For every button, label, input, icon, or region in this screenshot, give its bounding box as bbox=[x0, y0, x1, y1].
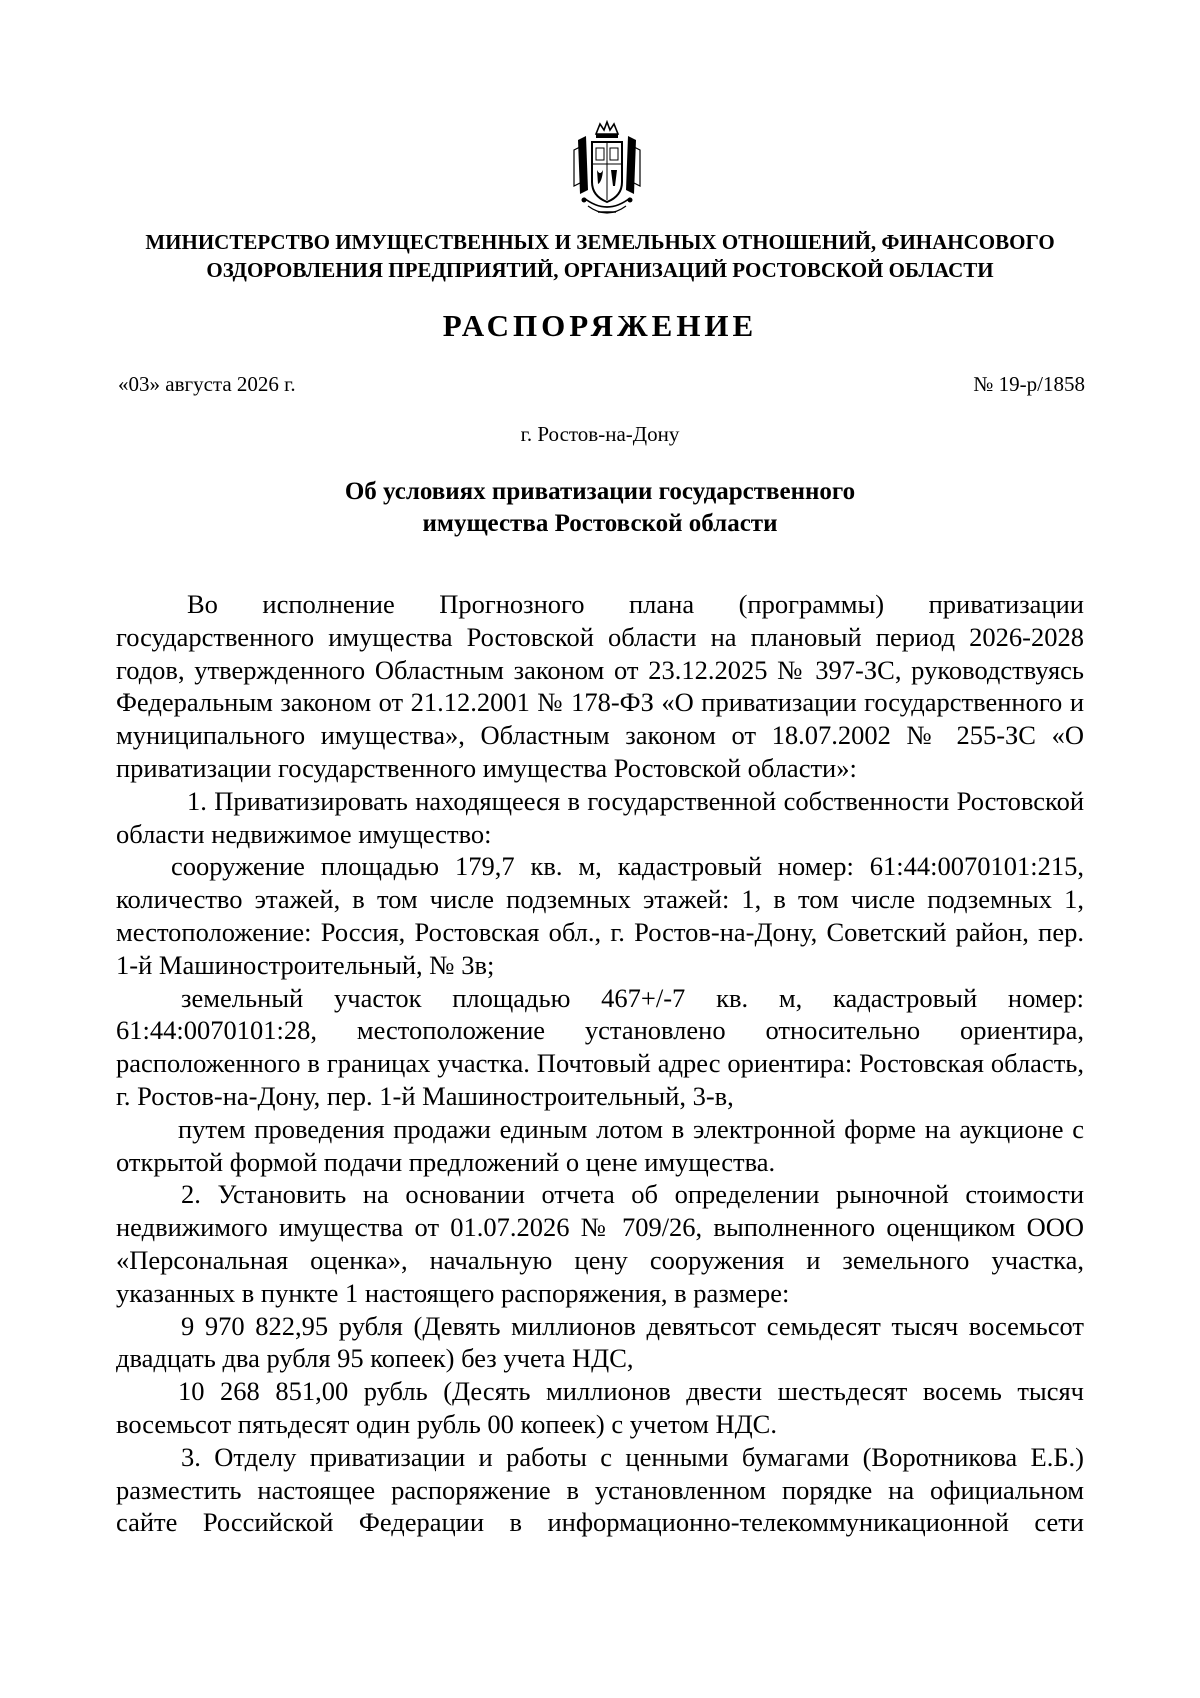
ministry-name bbox=[120, 228, 1080, 284]
ministry-name-line-1: МИНИСТЕРСТВО ИМУЩЕСТВЕННЫХ И ЗЕМЕЛЬНЫХ ОТНОШЕНИЙ, ФИНАНСОВОГО bbox=[145, 230, 1055, 254]
document-subject bbox=[120, 476, 1080, 540]
document-subject-line-2: имущества Ростовской области bbox=[422, 510, 778, 537]
item-2-paragraph: 2. Установить на основании отчета об определении рыночной стоимости недвижимого имущества от 01.07.2026 № 709/26, выполненного оценщиком ООО «Персональная оценка», начальную цену сооружения и земельного участка, указанных в пункте 1 настоящего распоряжения, в размере: bbox=[116, 1179, 1084, 1308]
document-subject-line-1: Об условиях приватизации государственного bbox=[344, 478, 856, 505]
document-date: «03» августа 2026 г. bbox=[118, 372, 296, 396]
item-2-price-without-vat: 9 970 822,95 рубля (Девять миллионов девятьсот семьдесят тысяч восемьсот двадцать два рубля 95 копеек) без учета НДС, bbox=[116, 1310, 1084, 1374]
item-1-paragraph: 1. Приватизировать находящееся в государственной собственности Ростовской области недвижимое имущество: bbox=[116, 785, 1084, 849]
preamble-paragraph: Во исполнение Прогнозного плана (программы) приватизации государственного имущества Ростовской области на плановый период 2026-2028 годов, утвержденного Областным законом от 23.12.2025 № 397-ЗС, руководствуясь Федеральным законом от 21.12.2001 № 178-ФЗ «О приватизации государственного и муниципального имущества», Областным законом от 18.07.2002 № 255-ЗС «О приватизации государственного имущества Ростовской области»: bbox=[116, 589, 1084, 783]
coat-of-arms-icon bbox=[568, 120, 646, 220]
item-2-price-with-vat: 10 268 851,00 рубль (Десять миллионов двести шестьдесят восемь тысяч восемьсот пятьдесят один рубль 00 копеек) с учетом НДС. bbox=[116, 1376, 1084, 1439]
document-city: г. Ростов-на-Дону bbox=[520, 422, 680, 446]
document-number: № 19-р/1858 bbox=[973, 372, 1085, 396]
document-body bbox=[116, 588, 1084, 1539]
ministry-name-line-2: ОЗДОРОВЛЕНИЯ ПРЕДПРИЯТИЙ, ОРГАНИЗАЦИЙ РОСТОВСКОЙ ОБЛАСТИ bbox=[206, 258, 994, 282]
item-3-paragraph: 3. Отделу приватизации и работы с ценными бумагами (Воротникова Е.Б.) разместить настоящее распоряжение в установленном порядке на официальном сайте Российской Федерации в информационно-телекоммуникационной сети bbox=[116, 1441, 1084, 1538]
item-1-method-paragraph: путем проведения продажи единым лотом в электронной форме на аукционе с открытой формой подачи предложений о цене имущества. bbox=[116, 1113, 1084, 1177]
document-type-title: РАСПОРЯЖЕНИЕ bbox=[442, 308, 758, 343]
item-1-structure-paragraph: сооружение площадью 179,7 кв. м, кадастровый номер: 61:44:0070101:215, количество этажей, в том числе подземных этажей: 1, в том числе подземных 1, местоположение: Россия, Ростовская обл., г. Ростов-на-Дону, Советский район, пер. 1-й Машиностроительный, № 3в; bbox=[116, 851, 1084, 980]
item-1-land-paragraph: земельный участок площадью 467+/-7 кв. м, кадастровый номер: 61:44:0070101:28, местоположение установлено относительно ориентира, расположенного в границах участка. Почтовый адрес ориентира: Ростовская область, г. Ростов-на-Дону, пер. 1-й Машиностроительный, 3-в, bbox=[116, 982, 1084, 1111]
